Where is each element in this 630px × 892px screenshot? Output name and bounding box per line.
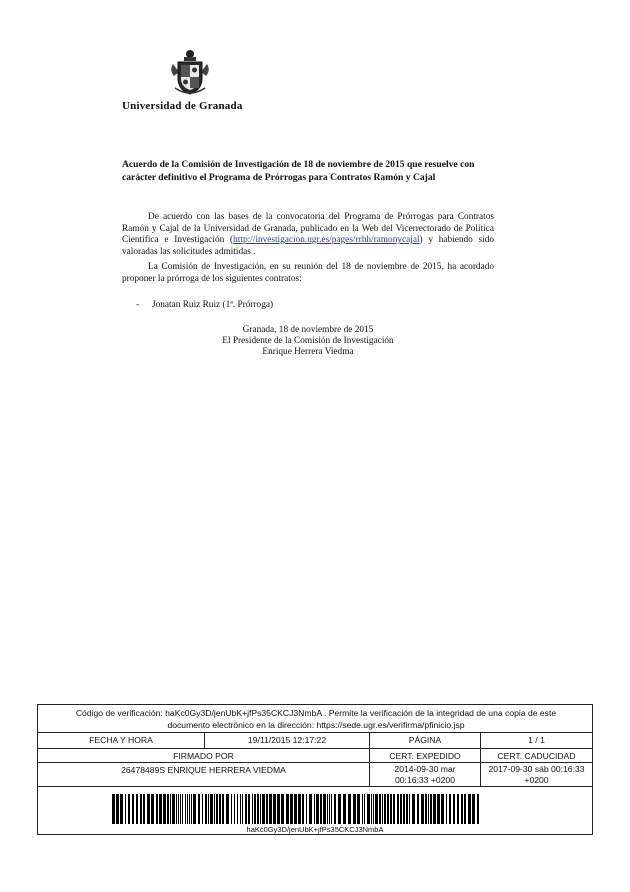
paragraph-2-text: La Comisión de Investigación, en su reunión del 18 de noviembre de 2015, ha acordado proponer la prórroga de los siguientes contratos: xyxy=(122,262,494,284)
expedido-date: 2014-09-30 mar xyxy=(394,764,456,774)
expedido-time: 00:16:33 +0200 xyxy=(395,775,455,785)
signature-role: El Presidente de la Comisión de Investigación xyxy=(222,336,394,346)
signature-place-date: Granada, 18 de noviembre de 2015 xyxy=(242,325,374,335)
university-name: Universidad de Granada xyxy=(122,100,243,112)
barcode-icon xyxy=(112,794,480,824)
paragraph-2 xyxy=(122,262,494,285)
pagina-label: PÁGINA xyxy=(369,733,480,749)
barcode-text: haKc0Gy3D/jenUbK+jfPs35CKCJ3NmbA xyxy=(246,825,384,834)
paragraph-1-text-end: ) y habiendo sido valoradas las solicitudes admitidas . xyxy=(122,235,495,257)
signature-name: Enrique Herrera Viedma xyxy=(262,347,354,357)
caducidad-tz: +0200 xyxy=(524,775,549,785)
contract-list-item xyxy=(136,300,273,310)
caducidad-date: 2017-09-30 sáb 00:16:33 xyxy=(488,764,585,774)
firmado-value: 26478489S ENRIQUE HERRERA VIEDMA xyxy=(121,765,286,775)
date-row xyxy=(38,732,592,749)
barcode-divider xyxy=(38,786,592,787)
ramon-y-cajal-link[interactable]: http://investigacion.ugr.es/pages/rrhh/ramonycajal xyxy=(233,235,420,245)
document-title: Acuerdo de la Comisión de Investigación de 18 de noviembre de 2015 que resuelve con carácter definitivo el Programa de Prórrogas para Contratos Ramón y Cajal xyxy=(122,159,475,183)
contract-holder: Jonatan Ruiz Ruiz (1ª. Prórroga) xyxy=(152,300,274,310)
fecha-value: 19/11/2015 12:17:22 xyxy=(204,733,369,749)
paragraph-1-text-start: De acuerdo con las bases de la convocatoria del Programa de Prórrogas para Contratos Ramón y Cajal de la Universidad de Granada, publicado en la Web del Vicerrectorado de Política Científica e Investigación ( xyxy=(122,212,494,245)
fecha-label: FECHA Y HORA xyxy=(89,735,153,745)
university-crest-icon xyxy=(165,48,215,98)
signer-row xyxy=(38,762,592,787)
caducidad-label: CERT. CADUCIDAD xyxy=(480,749,592,763)
signer-header-row xyxy=(38,748,592,763)
list-marker: - xyxy=(136,300,140,310)
verification-text-line2: documento electrónico en la dirección: https://sede.ugr.es/verifirma/pfinicio.jsp xyxy=(167,720,465,730)
signature-block xyxy=(122,325,494,358)
expedido-value xyxy=(369,763,480,787)
pagina-value: 1 / 1 xyxy=(480,733,592,749)
paragraph-1 xyxy=(122,212,494,258)
firmado-label: FIRMADO POR xyxy=(173,751,234,761)
caducidad-value xyxy=(480,763,592,787)
expedido-label: CERT. EXPEDIDO xyxy=(369,749,480,763)
verification-text xyxy=(38,707,594,731)
verification-text-line1: Código de verificación: haKc0Gy3D/jenUbK+jfPs35CKCJ3NmbA . Permite la verificación de la integridad de una copia de este xyxy=(75,708,557,718)
